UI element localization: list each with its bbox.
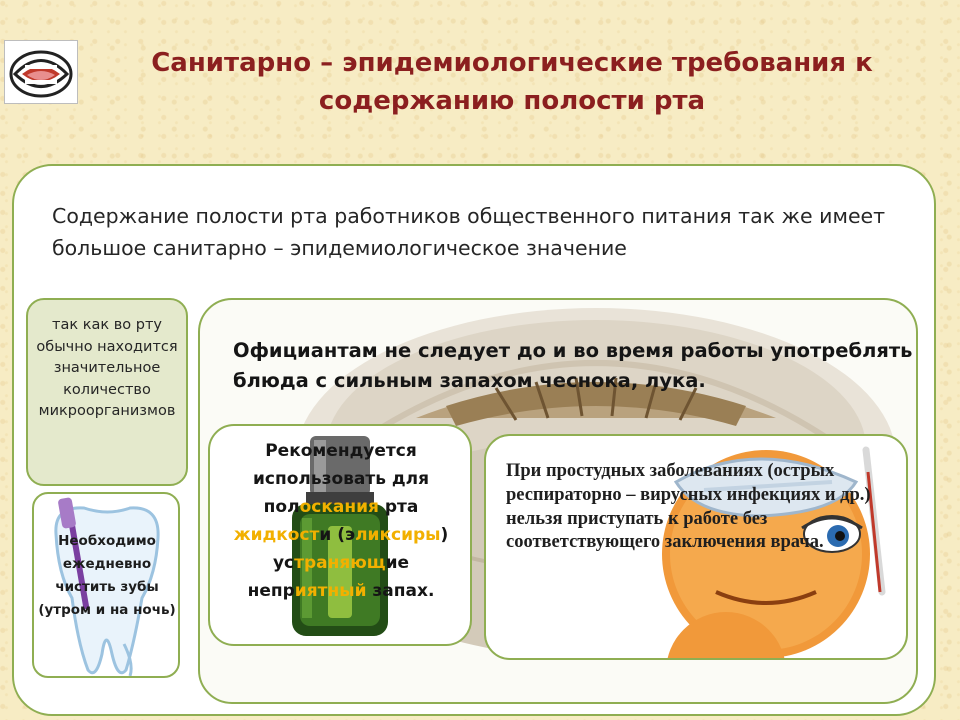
slide-title: Санитарно – эпидемиологические требования к содержанию полости рта [151,48,873,116]
brushing-note: Необходимо ежедневно чистить зубы (утром и на ночь) [38,533,176,618]
cold-rule: При простудных заболеваниях (острых респираторно – вирусных инфекциях и др.) нельзя приступать к работе без соответствующего заключения врача. [506,461,871,553]
mouth-icon [4,40,78,104]
microbes-note: так как во рту обычно находится значительное количество микроорганизмов [36,317,178,419]
intro-text: Содержание полости рта работников общественного питания так же имеет большое санитарно – эпидемиологическое значение [52,204,886,260]
waiter-rule: Официантам не следует до и во время работы употреблять блюда с сильным запахом чеснока, лука. [233,339,913,392]
rinse-note: Рекомендуется использовать для полоскания рта жидкости (эликсиры) устраняющие неприятный запах. [233,441,449,601]
